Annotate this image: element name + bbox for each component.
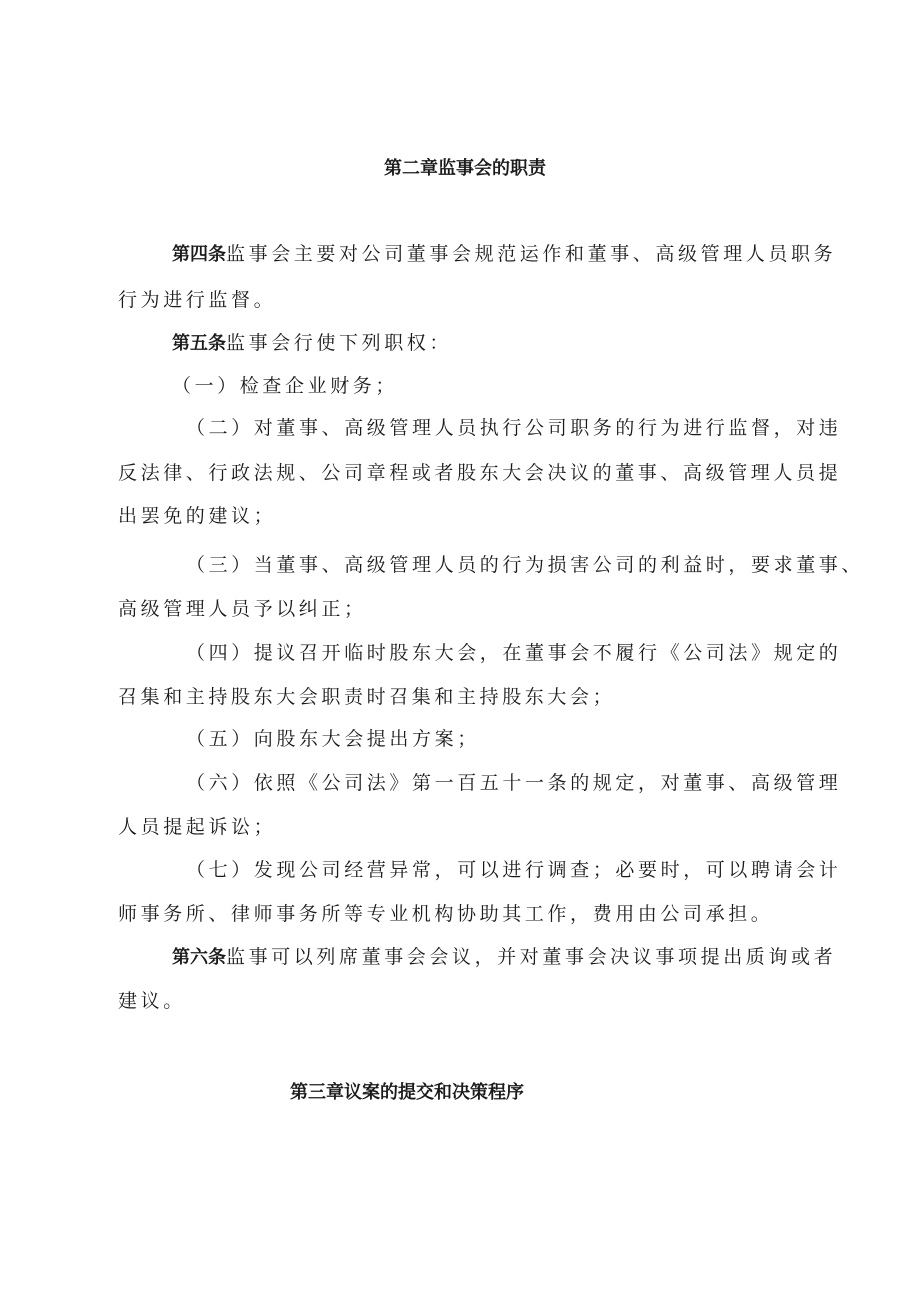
article-5-item-6-line-2: 人员提起诉讼； <box>118 816 277 838</box>
article-5-item-3-line-1: （三）当董事、高级管理人员的行为损害公司的利益时，要求董事、 <box>186 554 865 576</box>
article-4-label: 第四条 <box>172 244 226 265</box>
article-5-item-1: （一）检查企业财务； <box>172 375 399 397</box>
article-5-item-4-line-2: 召集和主持股东大会职责时召集和主持股东大会； <box>118 686 616 708</box>
article-5-item-3-line-2: 高级管理人员予以纠正； <box>118 598 367 620</box>
article-5-item-7-line-2: 师事务所、律师事务所等专业机构协助其工作，费用由公司承担。 <box>118 903 774 925</box>
article-5-text: 监事会行使下列职权： <box>226 332 453 354</box>
chapter-3-title: 第三章议案的提交和决策程序 <box>290 1082 524 1103</box>
article-6-line-2: 建议。 <box>118 990 186 1012</box>
article-4-line-1 <box>172 241 836 268</box>
article-5-item-2-line-2: 反法律、行政法规、公司章程或者股东大会决议的董事、高级管理人员提 <box>118 462 842 484</box>
article-5-item-6-line-1: （六）依照《公司法》第一百五十一条的规定，对董事、高级管理 <box>186 772 842 794</box>
article-5-item-2-line-1: （二）对董事、高级管理人员执行公司职务的行为进行监督，对违 <box>186 417 842 439</box>
article-6-line-1 <box>172 944 836 971</box>
article-6-text: 监事可以列席董事会会议，并对董事会决议事项提出质询或者 <box>226 946 837 968</box>
article-5-item-2-line-3: 出罢免的建议； <box>118 505 277 527</box>
article-5-item-7-line-1: （七）发现公司经营异常，可以进行调查；必要时，可以聘请会计 <box>186 859 842 881</box>
article-5-item-5: （五）向股东大会提出方案； <box>186 728 480 750</box>
article-5-item-4-line-1: （四）提议召开临时股东大会，在董事会不履行《公司法》规定的 <box>186 642 842 664</box>
article-6-label: 第六条 <box>172 947 226 968</box>
article-5-label: 第五条 <box>172 333 226 354</box>
chapter-2-title: 第二章监事会的职责 <box>384 158 546 179</box>
article-4-line-2: 行为进行监督。 <box>118 289 277 311</box>
article-4-text: 监事会主要对公司董事会规范运作和董事、高级管理人员职务 <box>226 243 837 265</box>
article-5-line-1 <box>172 330 452 357</box>
